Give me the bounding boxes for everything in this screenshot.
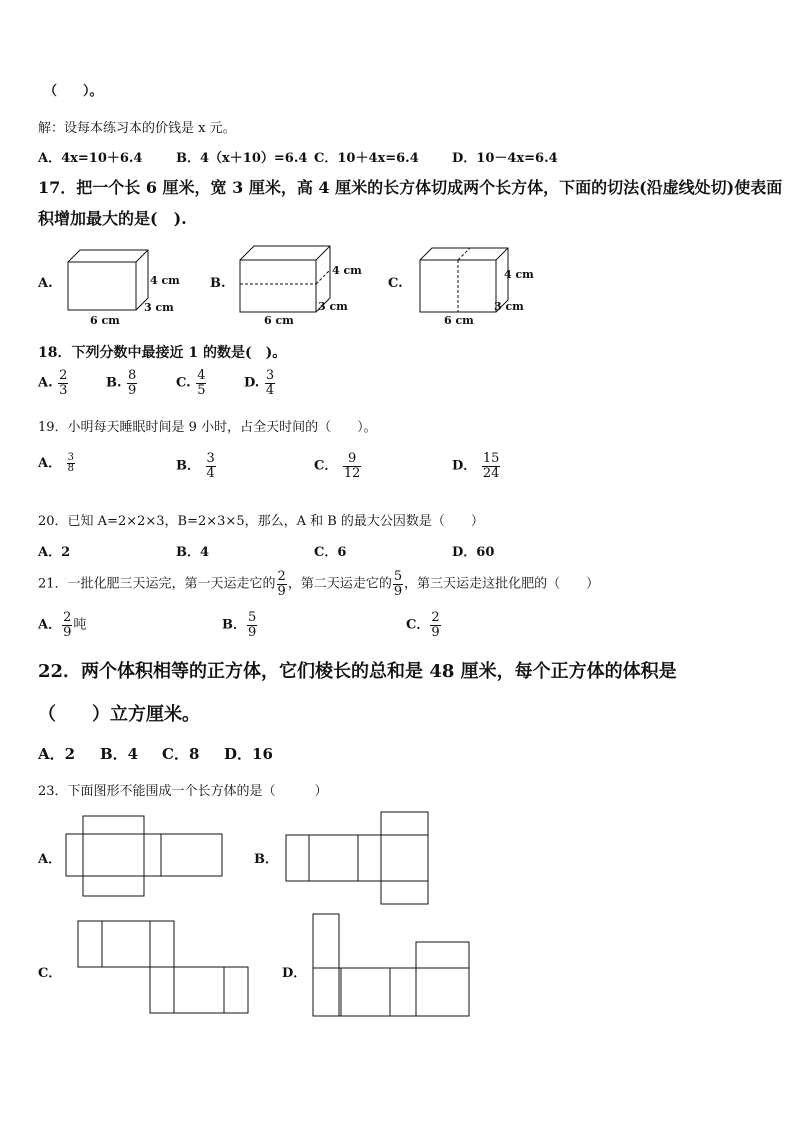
q18-stem: 18．下列分数中最接近 1 的数是( )。 xyxy=(38,345,287,361)
q17-a-height-label: 4 cm xyxy=(150,274,180,287)
blank-line: （ ）。 xyxy=(44,84,103,99)
intro-option-c[interactable]: C．10＋4x=6.4 xyxy=(314,151,419,166)
q22-option-a[interactable]: A．2 xyxy=(38,745,76,763)
q23-option-a-label[interactable]: A． xyxy=(38,852,62,867)
q21-b-fraction: $\frac{5}{9}$ xyxy=(248,610,257,640)
q21-b-label: B． xyxy=(222,617,246,633)
q20-stem: 20．已知 A=2×2×3，B=2×3×5，那么，A 和 B 的最大公因数是（ ） xyxy=(38,514,484,529)
q18-b-fraction: $\frac{8}{9}$ xyxy=(128,368,137,398)
q19-option-d[interactable] xyxy=(452,452,501,480)
q21-option-c[interactable] xyxy=(406,611,442,639)
q17-cuboid-c[interactable] xyxy=(410,240,540,326)
q21-stem xyxy=(38,570,599,598)
q17-stem-line2: 积增加最大的是( ). xyxy=(38,209,187,228)
q18-b-label: B. xyxy=(106,375,122,391)
q18-a-label: A. xyxy=(38,375,53,391)
q19-option-c[interactable] xyxy=(314,452,362,480)
q21-fraction-1: $\frac{2}{9}$ xyxy=(277,569,286,599)
q18-d-fraction: $\frac{3}{4}$ xyxy=(265,368,275,398)
q19-b-fraction: $\frac{3}{4}$ xyxy=(206,451,215,481)
q17-option-a-label[interactable]: A. xyxy=(38,276,53,291)
q23-net-c[interactable] xyxy=(78,920,253,1016)
q17-a-width-label: 3 cm xyxy=(144,301,174,314)
q17-b-length-label: 6 cm xyxy=(264,314,294,327)
q21-c-label: C． xyxy=(406,617,430,633)
q22-option-d[interactable]: D．16 xyxy=(224,745,273,763)
solution-text: 解：设每本练习本的价钱是 x 元。 xyxy=(38,121,236,136)
q18-c-fraction: $\frac{4}{5}$ xyxy=(197,368,206,398)
q23-net-a[interactable] xyxy=(66,815,226,901)
q18-a-fraction: $\frac{2}{3}$ xyxy=(59,368,68,398)
q21-option-a[interactable] xyxy=(38,611,86,639)
q20-option-d[interactable]: D．60 xyxy=(452,545,495,560)
q23-option-d-label[interactable]: D． xyxy=(282,966,307,981)
q17-c-height-label: 4 cm xyxy=(504,268,534,281)
q23-stem: 23．下面图形不能围成一个长方体的是（ ） xyxy=(38,784,328,799)
q17-cuboid-a[interactable] xyxy=(60,244,180,326)
q22-stem-line1: 22．两个体积相等的正方体，它们棱长的总和是 48 厘米，每个正方体的体积是 xyxy=(38,661,677,682)
q19-d-label: D． xyxy=(452,458,477,474)
q22-option-c[interactable]: C．8 xyxy=(162,745,200,763)
q18-d-label: D. xyxy=(244,375,260,391)
q18-option-d[interactable] xyxy=(244,369,276,397)
q17-stem-line1: 17．把一个长 6 厘米，宽 3 厘米，高 4 厘米的长方体切成两个长方体，下面的切法(沿虚线处切)使表面 xyxy=(38,178,783,197)
q18-c-label: C. xyxy=(176,375,191,391)
q17-cuboid-b[interactable] xyxy=(232,240,362,326)
q21-fraction-2: $\frac{5}{9}$ xyxy=(393,569,403,599)
q17-b-height-label: 4 cm xyxy=(332,264,362,277)
q19-d-fraction: $\frac{15}{24}$ xyxy=(482,451,500,481)
q21-option-b[interactable] xyxy=(222,611,258,639)
q23-option-b-label[interactable]: B． xyxy=(254,852,278,867)
q21-stem-part-a: 21．一批化肥三天运完，第一天运走它的 xyxy=(38,576,276,592)
q21-stem-part-b: ，第二天运走它的 xyxy=(287,576,392,592)
intro-option-d[interactable]: D．10－4x=6.4 xyxy=(452,151,558,166)
q20-option-c[interactable]: C．6 xyxy=(314,545,347,560)
q17-option-b-label[interactable]: B. xyxy=(210,276,226,291)
q18-option-c[interactable] xyxy=(176,369,207,397)
q21-a-unit: 吨 xyxy=(73,617,87,633)
q19-c-fraction: $\frac{9}{12}$ xyxy=(343,451,361,481)
q19-option-a[interactable] xyxy=(38,452,76,475)
q17-a-length-label: 6 cm xyxy=(90,314,120,327)
q22-option-b[interactable]: B．4 xyxy=(100,745,139,763)
q18-option-a[interactable] xyxy=(38,369,69,397)
q22-stem-line2: （ ）立方厘米。 xyxy=(38,704,200,725)
q23-net-d[interactable] xyxy=(312,913,472,1021)
q19-option-b[interactable] xyxy=(176,452,217,480)
q19-a-fraction: $\frac{3}{8}$ xyxy=(67,451,74,474)
q21-a-label: A． xyxy=(38,617,62,633)
q17-c-length-label: 6 cm xyxy=(444,314,474,327)
q23-net-b[interactable] xyxy=(286,811,436,907)
intro-option-a[interactable]: A．4x=10＋6.4 xyxy=(38,151,143,166)
q18-option-b[interactable] xyxy=(106,369,138,397)
q21-c-fraction: $\frac{2}{9}$ xyxy=(431,610,440,640)
q19-c-label: C． xyxy=(314,458,338,474)
q17-b-width-label: 3 cm xyxy=(318,300,348,313)
intro-option-b[interactable]: B．4（x＋10）=6.4 xyxy=(176,151,308,166)
q21-a-fraction: $\frac{2}{9}$ xyxy=(63,610,72,640)
q19-a-label: A． xyxy=(38,456,62,471)
q20-option-a[interactable]: A．2 xyxy=(38,545,71,560)
q21-stem-part-c: ，第三天运走这批化肥的（ ） xyxy=(404,576,600,592)
q19-stem: 19．小明每天睡眠时间是 9 小时，占全天时间的（ ）。 xyxy=(38,420,377,435)
q23-option-c-label[interactable]: C． xyxy=(38,966,62,981)
q20-option-b[interactable]: B．4 xyxy=(176,545,210,560)
q17-c-width-label: 3 cm xyxy=(494,300,524,313)
q17-option-c-label[interactable]: C. xyxy=(388,276,403,291)
q19-b-label: B． xyxy=(176,458,200,474)
